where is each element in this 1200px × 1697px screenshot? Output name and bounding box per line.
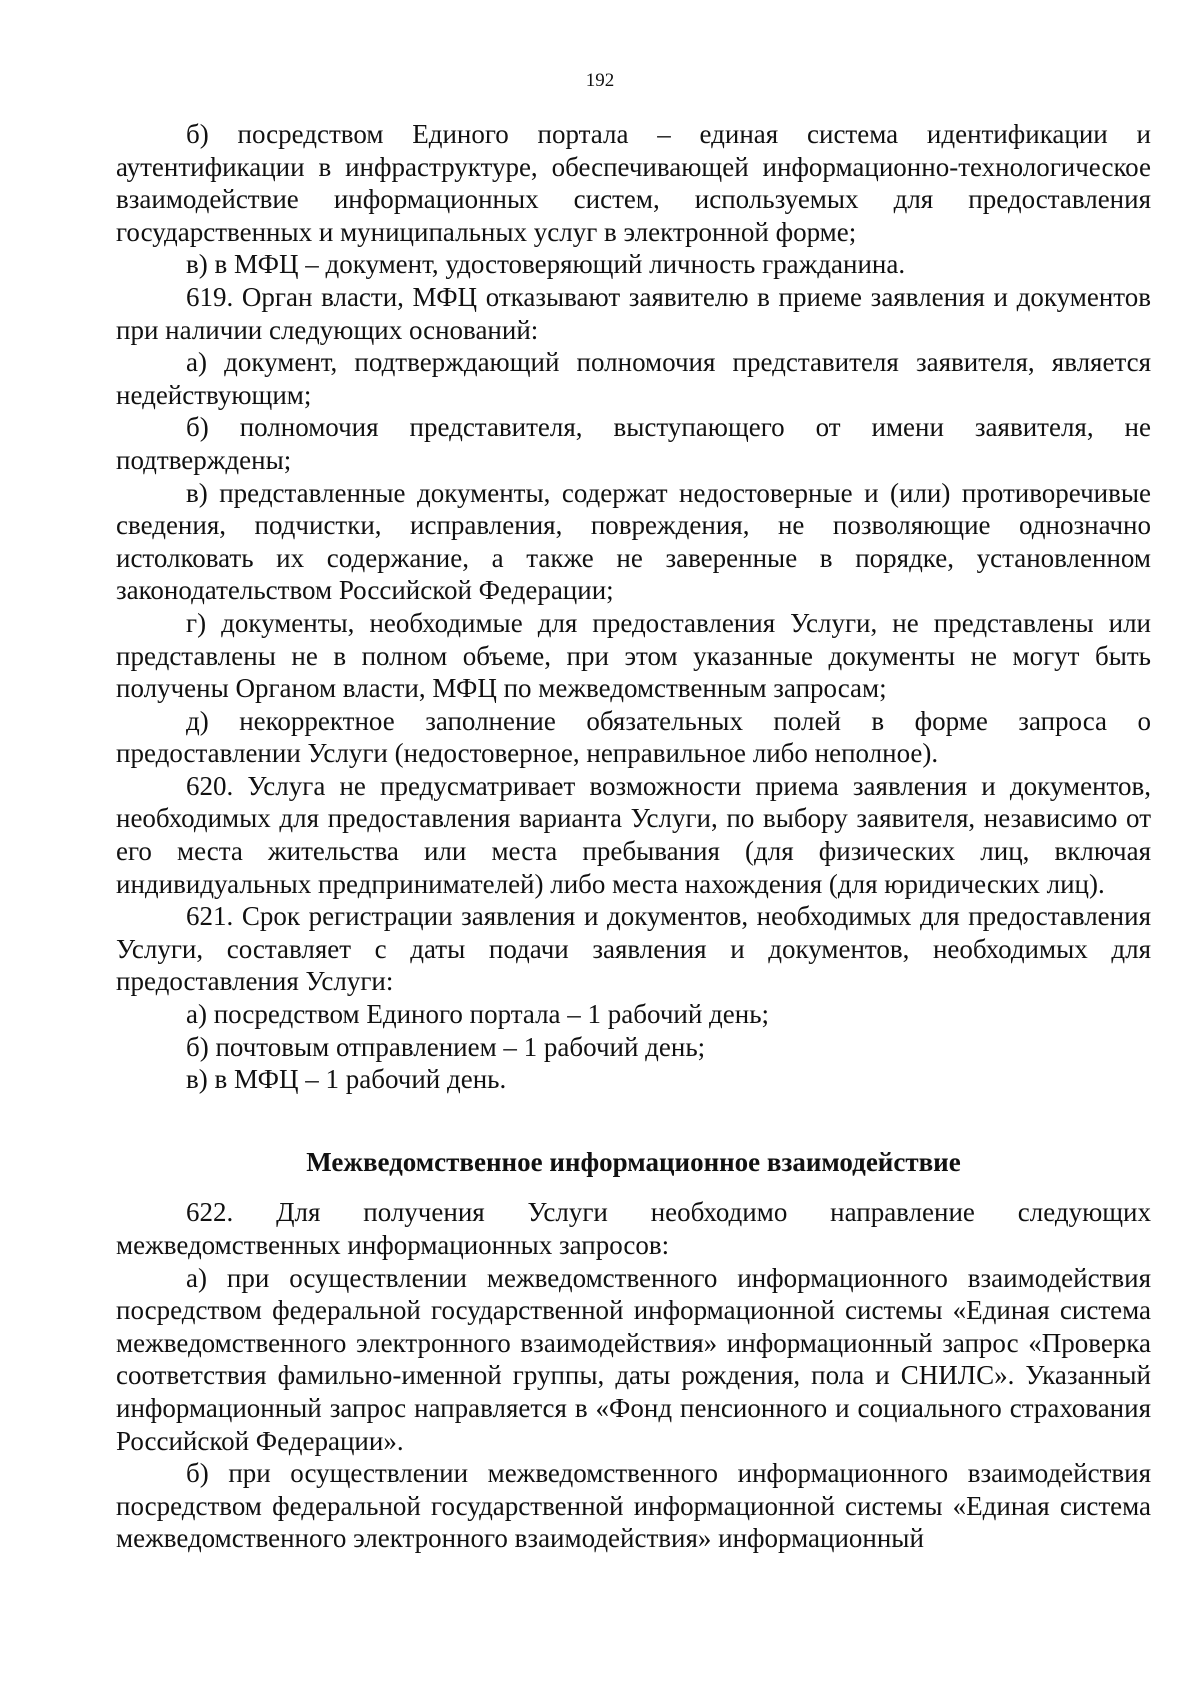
document-body — [116, 118, 1151, 1555]
paragraph-621-b: б) почтовым отправлением – 1 рабочий день; — [186, 1031, 706, 1062]
paragraph-619-g: г) документы, необходимые для предоставления Услуги, не представлены или представлены не в полном объеме, при этом указанные документы не могут быть получены Органом власти, МФЦ по межведомственным запросам; — [116, 607, 1151, 704]
paragraph-621-a: а) посредством Единого портала – 1 рабочий день; — [186, 999, 770, 1030]
paragraph-b-portal: б) посредством Единого портала – единая система идентификации и аутентификации в инфраструктуре, обеспечивающей информационно-технологическое взаимодействие информационных систем, используемых для предоставления государственных и муниципальных услуг в электронной форме; — [116, 119, 1151, 247]
page-number: 192 — [585, 70, 615, 91]
paragraph-619: 619. Орган власти, МФЦ отказывают заявителю в приеме заявления и документов при наличии следующих оснований: — [116, 281, 1151, 345]
paragraph-620: 620. Услуга не предусматривает возможности приема заявления и документов, необходимых для предоставления варианта Услуги, по выбору заявителя, независимо от его места жительства или места пребывания (для физических лиц, включая индивидуальных предпринимателей) либо места нахождения (для юридических лиц). — [116, 770, 1151, 899]
paragraph-619-b: б) полномочия представителя, выступающего от имени заявителя, не подтверждены; — [116, 412, 1151, 475]
paragraph-v-mfc: в) в МФЦ – документ, удостоверяющий личность гражданина. — [186, 249, 906, 280]
paragraph-621-v: в) в МФЦ – 1 рабочий день. — [186, 1064, 507, 1095]
paragraph-622-a: а) при осуществлении межведомственного информационного взаимодействия посредством федеральной государственной информационной системы «Единая система межведомственного электронного взаимодействия» информационный запрос «Проверка соответствия фамильно-именной группы, даты рождения, пола и СНИЛС». Указанный информационный запрос направляется в «Фонд пенсионного и социального страхования Российской Федерации». — [116, 1262, 1151, 1456]
paragraph-622-b: б) при осуществлении межведомственного информационного взаимодействия посредством федеральной государственной информационной системы «Единая система межведомственного электронного взаимодействия» информационный — [116, 1458, 1151, 1554]
paragraph-619-v: в) представленные документы, содержат недостоверные и (или) противоречивые сведения, подчистки, исправления, повреждения, не позволяющие однозначно истолковать их содержание, а также не заверенные в порядке, установленном законодательством Российской Федерации; — [116, 477, 1151, 606]
paragraph-619-a: а) документ, подтверждающий полномочия представителя заявителя, является недействующим; — [116, 347, 1151, 410]
paragraph-622: 622. Для получения Услуги необходимо направление следующих межведомственных информационных запросов: — [116, 1197, 1151, 1260]
section-heading: Межведомственное информационное взаимодействие — [306, 1146, 961, 1177]
paragraph-621: 621. Срок регистрации заявления и документов, необходимых для предоставления Услуги, составляет с даты подачи заявления и документов, необходимых для предоставления Услуги: — [116, 901, 1151, 997]
paragraph-619-d: д) некорректное заполнение обязательных полей в форме запроса о предоставлении Услуги (недостоверное, неправильное либо неполное). — [116, 705, 1151, 769]
